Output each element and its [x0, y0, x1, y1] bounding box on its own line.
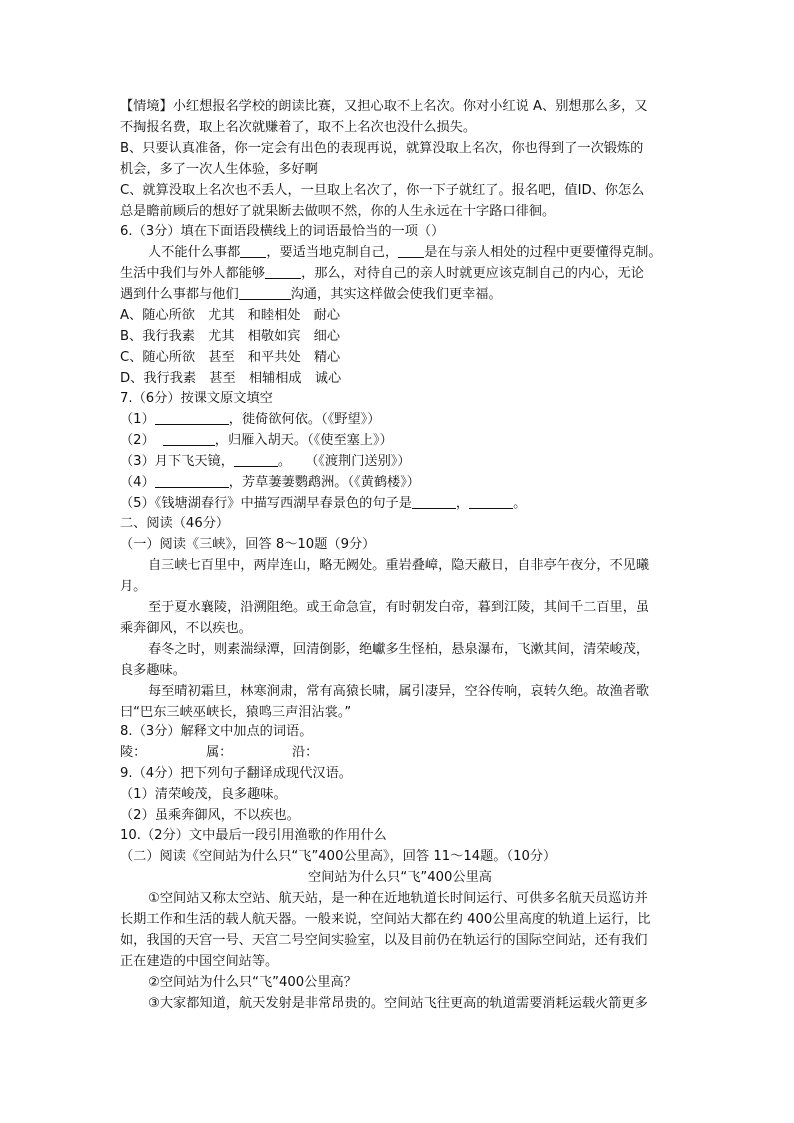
item-text: ，徙倚欲何依。（《野望》） — [228, 412, 381, 427]
fill-blank — [240, 243, 266, 258]
q6-text: 生活中我们与外人都能够 — [120, 266, 266, 281]
item-text: （5）《钱塘湖春行》中描写西湖早春景色的句子是 — [120, 496, 412, 511]
option-c-line: C、就算没取上名次也不丢人，一旦取上名次了，你一下子就红了。报名吧，值ID、你怎么 — [120, 183, 645, 198]
part-heading: （二）阅读《空间站为什么只“飞”400公里高》，回答 11～14题。（10分） — [120, 849, 557, 864]
item-text: ，芳草萋萋鹦鹉洲。（《黄鹤楼》） — [228, 475, 420, 490]
item-number: （1） — [120, 412, 155, 427]
option-b-line: 机会，多了一次人生体验，多好啊 — [120, 162, 318, 177]
q6-text: 遇到什么事都与他们 — [120, 287, 239, 302]
item-number: （2） — [120, 433, 155, 448]
q7-item — [120, 494, 680, 514]
question-7-header: 7.（6分）按课文原文填空 — [120, 391, 273, 406]
q6-text: 是在与亲人相处的过程中更要懂得克制。 — [424, 245, 662, 260]
item-text: （3）月下飞天镜， — [120, 454, 234, 469]
fill-blank — [155, 473, 229, 488]
q7-item — [120, 452, 680, 472]
q6-text: 沟通，其实这样做会使我们更幸福。 — [290, 287, 502, 302]
article-title: 空间站为什么只“飞”400公里高 — [308, 870, 492, 885]
passage-line: ③大家都知道，航天发射是非常昂贵的。空间站飞往更高的轨道需要消耗运载火箭更多 — [148, 996, 648, 1011]
scenario-line: 不掏报名费，取上名次就赚着了，取不上名次也没什么损失。 — [120, 120, 477, 135]
word-item: 陵： — [120, 745, 147, 760]
fill-blank — [155, 410, 229, 425]
q7-item — [120, 473, 680, 493]
q6-passage-line — [120, 264, 680, 284]
q6-text: 人不能什么事都 — [148, 245, 241, 260]
passage-line: 乘奔御风，不以疾也。 — [120, 621, 252, 636]
fill-blank — [163, 431, 215, 446]
word-item: 沿： — [292, 745, 319, 760]
passage-line: 长期工作和生活的载人航天器。一般来说，空间站大都在约 400公里高度的轨道上运行，比 — [120, 912, 651, 927]
passage-line: 良多趣味。 — [120, 663, 186, 678]
q6-option: D、我行我素 甚至 相辅相成 诚心 — [120, 371, 342, 386]
item-punct: 。 — [513, 496, 527, 511]
question-8-header: 8.（3分）解释文中加点的词语。 — [120, 724, 313, 739]
q6-passage-line — [120, 285, 680, 305]
passage-line: 月。 — [120, 579, 147, 594]
q9-sentence: （2）虽乘奔御风，不以疾也。 — [120, 808, 300, 823]
q6-option: A、随心所欲 尤其 和睦相处 耐心 — [120, 308, 341, 323]
fill-blank — [239, 285, 291, 300]
q6-text: ，那么，对待自己的亲人时就更应该克制自己的内心，无论 — [301, 266, 644, 281]
question-10-header: 10.（2分）文中最后一段引用渔歌的作用什么 — [120, 828, 387, 843]
passage-line: 每至晴初霜旦，林寒涧肃，常有高猿长啸，属引凄异，空谷传响，哀转久绝。故渔者歌 — [148, 684, 650, 699]
q7-item — [120, 431, 680, 451]
passage-line: 曰“巴东三峡巫峡长，猿鸣三声泪沾裳。” — [120, 705, 352, 720]
item-punct: 。 — [277, 454, 292, 469]
passage-line: ②空间站为什么只“飞”400公里高？ — [148, 975, 357, 990]
passage-line: 如，我国的天宫一号、天宫二号空间实验室，以及目前仍在轨运行的国际空间站，还有我们 — [120, 933, 648, 948]
option-b-line: B、只要认真准备，你一定会有出色的表现再说，就算没取上名次，你也得到了一次锻炼的 — [120, 141, 644, 156]
item-text: ，归雁入胡天。（《使至塞上》） — [214, 433, 393, 448]
fill-blank — [398, 243, 424, 258]
section-heading: 二、阅读（46分） — [120, 516, 230, 531]
q6-option: B、我行我素 尤其 相敬如宾 细心 — [120, 329, 341, 344]
item-text: （《渡荆门送别》） — [305, 454, 411, 469]
scenario-line: 【情境】小红想报名学校的朗读比赛，又担心取不上名次。你对小红说 A、别想那么多，又 — [120, 99, 648, 114]
item-number: （4） — [120, 475, 155, 490]
q8-words — [120, 743, 680, 763]
passage-line: 至于夏水襄陵，沿溯阻绝。或王命急宣，有时朝发白帝，暮到江陵，其间千二百里，虽 — [148, 600, 650, 615]
question-6-header: 6.（3分）填在下面语段横线上的词语最恰当的一项（） — [120, 224, 445, 239]
fill-blank — [234, 452, 278, 467]
question-9-header: 9.（4分）把下列句子翻译成现代汉语。 — [120, 766, 352, 781]
q9-sentence: （1）清荣峻茂，良多趣味。 — [120, 787, 287, 802]
passage-line: 正在建造的中国空间站等。 — [120, 954, 279, 969]
q6-text: ，要适当地克制自己， — [266, 245, 399, 260]
q6-passage-line — [148, 243, 680, 263]
option-c-line: 总是瞻前顾后的想好了就果断去做呗不然，你的人生永远在十字路口徘徊。 — [120, 204, 556, 219]
fill-blank — [265, 264, 301, 279]
q6-option: C、随心所欲 甚至 和平共处 精心 — [120, 350, 341, 365]
passage-line: 春冬之时，则素湍绿潭，回清倒影，绝巘多生怪柏，悬泉瀑布，飞漱其间，清荣峻茂， — [148, 642, 650, 657]
fill-blank — [412, 494, 456, 509]
passage-line: 自三峡七百里中，两岸连山，略无阙处。重岩叠嶂，隐天蔽日，自非亭午夜分，不见曦 — [148, 558, 650, 573]
item-punct: ， — [455, 496, 470, 511]
fill-blank — [469, 494, 513, 509]
passage-line: ①空间站又称太空站、航天站，是一种在近地轨道长时间运行、可供多名航天员巡访并 — [148, 891, 648, 906]
word-item: 属： — [206, 745, 233, 760]
q7-item — [120, 410, 680, 430]
part-heading: （一）阅读《三峡》，回答 8～10题（9分） — [120, 537, 376, 552]
